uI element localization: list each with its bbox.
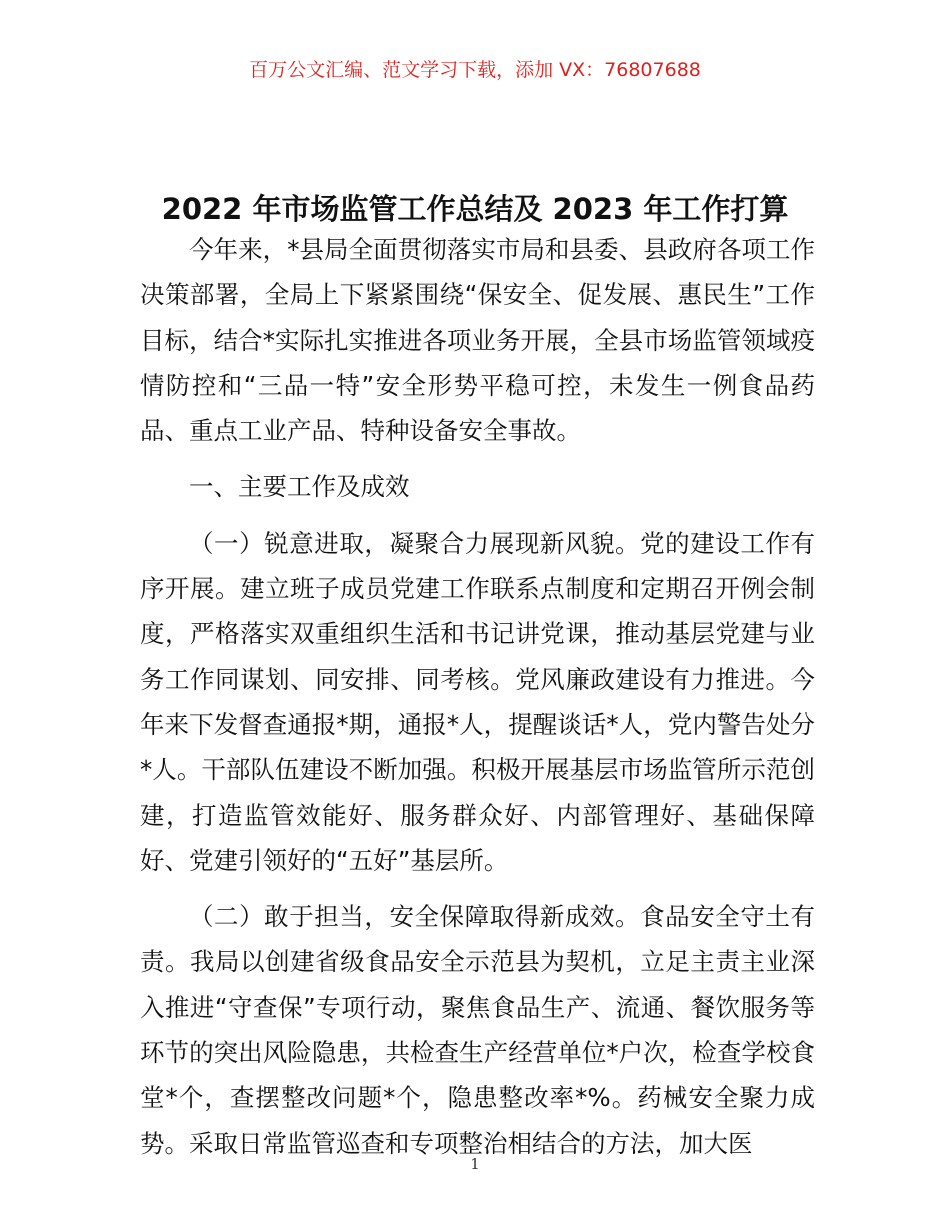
- paragraph-party-building: （一）锐意进取，凝聚合力展现新风貌。党的建设工作有序开展。建立班子成员党建工作联系点制度和定期召开例会制度，严格落实双重组织生活和书记讲党课，推动基层党建与业务工作同谋划、同安排、同考核。党风廉政建设有力推进。今年来下发督查通报*期，通报*人，提醒谈话*人，党内警告处分*人。干部队伍建设不断加强。积极开展基层市场监管所示范创建，打造监管效能好、服务群众好、内部管理好、基础保障好、党建引领好的“五好”基层所。: [140, 528, 815, 875]
- document-body: [140, 227, 815, 1166]
- intro-paragraph: 今年来，*县局全面贯彻落实市局和县委、县政府各项工作决策部署，全局上下紧紧围绕“保安全、促发展、惠民生”工作目标，结合*实际扎实推进各项业务开展，全县市场监管领域疫情防控和“三品一特”安全形势平稳可控，未发生一例食品药品、重点工业产品、特种设备安全事故。: [140, 235, 815, 446]
- document-title: 2022 年市场监管工作总结及 2023 年工作打算: [161, 192, 789, 227]
- paragraph-safety-guarantee: （二）敢于担当，安全保障取得新成效。食品安全守土有责。我局以创建省级食品安全示范县为契机，立足主责主业深入推进“守查保”专项行动，聚焦食品生产、流通、餐饮服务等环节的突出风险隐患，共检查生产经营单位*户次，检查学校食堂*个，查摆整改问题*个，隐患整改率*%。药械安全聚力成势。采取日常监管巡查和专项整治相结合的方法，加大医: [140, 902, 815, 1158]
- watermark-header: 百万公文汇编、范文学习下载，添加 VX：76807688: [249, 59, 701, 81]
- page-number: 1: [470, 1155, 480, 1173]
- section-heading-main-work: 一、主要工作及成效: [189, 472, 410, 502]
